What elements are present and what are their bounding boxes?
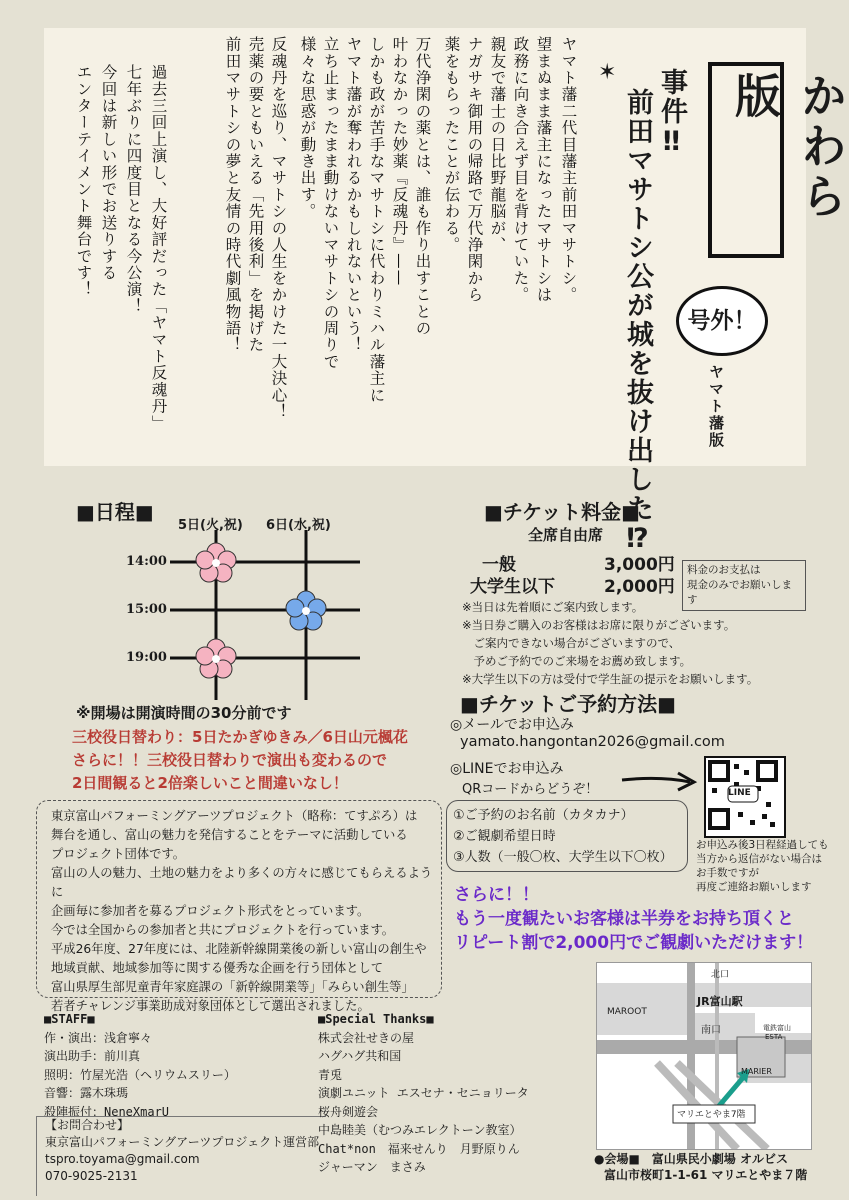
story-column: 前田マサトシの夢と友情の時代劇風物語！ [223,36,242,354]
story-column: ヤマト藩が奪われるかもしれないという！ [344,36,363,354]
reply-note-line: 再度ご連絡お願いします [696,881,812,893]
mail-address[interactable]: yamato.hangontan2026@gmail.com [460,734,725,750]
schedule-heading: ■日程■ [76,500,154,524]
student-label: 大学生以下 [470,577,555,597]
burst-icon: ✶ [598,60,617,85]
marier-label: MARIER [741,1067,772,1076]
story-column: 親友で藩士の日比野龍脳が、 [488,36,507,254]
thanks-line: ハグハグ共和国 [318,1049,402,1063]
promo-line-2: もう一度観たいお客様は半券をお持ち頂くと [454,909,794,929]
story-column: 叶わなかった妙薬『反魂丹』—— [390,36,409,287]
story-column: ナガサキ御用の帰路で万代浄閑から [465,36,484,304]
ticket-note: 予めご予約でのご来場をお薦め致します。 [462,654,692,668]
reserve-item: ①ご予約のお名前（カタカナ） [453,808,634,823]
about-line: 富山の人の魅力、土地の魅力をより多くの方々に感じてもらえるように [51,866,433,899]
contact-org: 東京富山パフォーミングアーツプロジェクト運営部 [45,1135,320,1149]
story-column: 薬をもらったことが伝わる。 [442,36,461,254]
staff-line: 殺陣振付：NeneXmarU [44,1104,170,1119]
opening-note: ※開場は開演時間の30分前です [76,704,292,722]
promo-line-1: さらに！！ [454,885,539,905]
thanks-heading: ■Special Thanks■ [318,1012,434,1026]
about-line: 平成26年度、27年度には、北陸新幹線開業後の新しい富山の創生や [51,942,427,956]
ticket-note: ※当日券ご購入のお客様はお席に限りがございます。 [462,618,736,632]
ticket-note: ※当日は先着順にご案内致します。 [462,600,644,614]
venue-address: 富山市桜町1-1-61 マリエとやま７階 [604,1168,808,1182]
story-column: 売薬の要ともいえる「先用後利」を掲げた [246,36,265,354]
ticket-notes [462,598,758,688]
intro-column: 七年ぶりに四度目となる今公演！ [124,64,143,315]
tram-label: 電鉄富山 [763,1024,791,1032]
staff-block [44,1010,236,1121]
reserve-item: ③人数（一般〇枚、大学生以下〇枚） [453,850,673,865]
title-box [708,62,848,258]
south-exit-label: 南口 [701,1025,721,1036]
general-label: 一般 [482,555,516,575]
mail-label: ◎メールでお申込み [450,717,574,733]
flower-icon-blue [286,591,326,630]
esta-label: ESTA [765,1033,783,1041]
contact-heading: 【お問合わせ】 [45,1118,130,1132]
about-line: プロジェクト団体です。 [51,847,186,861]
arrow-icon [620,770,700,794]
time-1900: 19:00 [126,650,167,665]
thanks-line: 青兎 [318,1067,343,1082]
cast-line-3: 2日間観ると2倍楽しいこと間違いなし！ [72,774,348,792]
reply-note-line: 当方から返信がない場合は [696,853,822,865]
line-label: ◎LINEでお申込み [450,761,564,777]
story-column: 万代浄閑の薬とは、誰も作り出すことの [413,36,432,337]
about-line: 富山県厚生部児童青年家庭課の「新幹線開業等」「みらい創生等」 [51,980,414,994]
line-qr-code[interactable] [704,756,786,838]
staff-line: 作・演出：浅倉寧々 [44,1030,153,1045]
line-sub: QRコードからどうぞ！ [462,782,599,797]
reserve-items-box [446,800,688,872]
general-price: 3,000円 [604,555,675,575]
promo-line-3: リピート割で2,000円でご観劇いただけます！ [454,933,814,953]
venue-map [596,962,812,1150]
day2-label: 6日(水,祝) [266,518,331,533]
story-column: 望まぬまま藩主になったマサトシは [534,36,553,304]
ticket-note: ご案内できない場合がございますので、 [462,636,681,650]
thanks-line: 株式会社せきの屋 [318,1030,415,1045]
story-column: ヤマト藩二代目藩主前田マサトシ。 [559,36,578,304]
venue-label: ●会場■ 富山県民小劇場 オルビス [594,1152,788,1166]
intro-column: 過去三回上演し、大好評だった「ヤマト反魂丹」 [149,64,168,432]
thanks-line: ジャーマン まさみ [318,1160,426,1174]
contact-mail[interactable]: tspro.toyama@gmail.com [45,1152,200,1166]
staff-line: 音響：露木珠瑪 [44,1086,129,1100]
payment-note-1: 料金のお支払は [687,564,761,576]
incident-label: 事件‼ [656,68,687,159]
staff-line: 演出助手：前川真 [44,1049,141,1063]
thanks-line: 中島睦美（むつみエレクトーン教室） [318,1123,522,1137]
publisher: ヤマト藩版 [707,364,725,449]
callout-label: マリエとやま7階 [677,1110,746,1120]
station-label: JR富山駅 [697,995,743,1008]
thanks-line: 演劇ユニット エスセナ・セニョリータ [318,1086,529,1100]
day1-label: 5日(火,祝) [178,518,243,533]
reserve-item: ②ご観劇希望日時 [453,829,556,844]
reply-note [696,838,829,894]
title: かわら版 [728,72,848,222]
student-price: 2,000円 [604,577,675,597]
intro-column: 今回は新しい形でお送りする [99,64,118,282]
time-1400: 14:00 [126,554,167,569]
reserve-heading: ■チケットご予約方法■ [460,692,676,716]
ticket-heading: ■チケット料金■ [484,500,640,524]
payment-note-2: 現金のみでお願いします [687,579,792,606]
about-line: 舞台を通し、富山の魅力を発信することをテーマに活動している [51,828,408,842]
flower-icon-pink-2 [196,639,236,678]
time-1500: 15:00 [126,602,167,617]
story-column: 様々な思惑が動き出す。 [298,36,317,220]
qr-label: LINE [728,788,751,798]
gogai-bubble: 号外！ [676,286,768,356]
reply-note-line: お申込み後3日程経過しても [696,839,829,851]
cast-line-2: さらに！！三校役日替わりで演出も変わるので [72,751,388,769]
staff-line: 照明：竹屋光浩（ヘリウムスリー） [44,1067,236,1082]
staff-heading: ■STAFF■ [44,1012,95,1026]
about-line: 若者チャレンジ事業助成対象団体として選出されました。 [51,999,370,1013]
thanks-line: Chat*non 福来せんり 月野原りん [318,1141,520,1156]
maroot-label: MAROOT [607,1007,647,1017]
ticket-note: ※大学生以下の方は受付で学生証の提示をお願いします。 [462,672,759,686]
flower-icon-pink-1 [196,543,236,582]
story-column: 立ち止まったまま動けないマサトシの周りで [321,36,340,370]
north-exit-label: 北口 [711,970,730,980]
about-line: 今では全国からの参加者と共にプロジェクトを行っています。 [51,923,395,937]
about-line: 地域貢献、地域参加等に関する優秀な企画を行う団体として [51,961,384,975]
story-column: 反魂丹を巡り、マサトシの人生をかけた一大決心！ [269,36,288,421]
about-line: 東京富山パフォーミングアーツプロジェクト（略称：てすぷろ）は [51,809,418,823]
about-line: 企画毎に参加者を募るプロジェクト形式をとっています。 [51,904,370,918]
thanks-block [318,1010,529,1177]
story-column: 政務に向き合えず目を背けていた。 [511,36,530,304]
story-column: しかも政が苦手なマサトシに代わりミハル藩主に [367,36,386,404]
about-box [36,800,442,1013]
contact-tel[interactable]: 070-9025-2131 [45,1169,138,1183]
reply-note-line: お手数ですが [696,867,759,879]
thanks-line: 桜舟剣遊会 [318,1104,379,1119]
intro-column: エンターテイメント舞台です！ [74,64,93,298]
seat-type: 全席自由席 [528,526,604,544]
cast-line-1: 三校役日替わり：5日たかぎゆきみ／6日山元楓花 [72,728,408,746]
headline: 前田マサトシ公が城を抜け出した⁉ [622,88,653,556]
map-drawing [597,963,811,1149]
contact-block [36,1116,326,1196]
